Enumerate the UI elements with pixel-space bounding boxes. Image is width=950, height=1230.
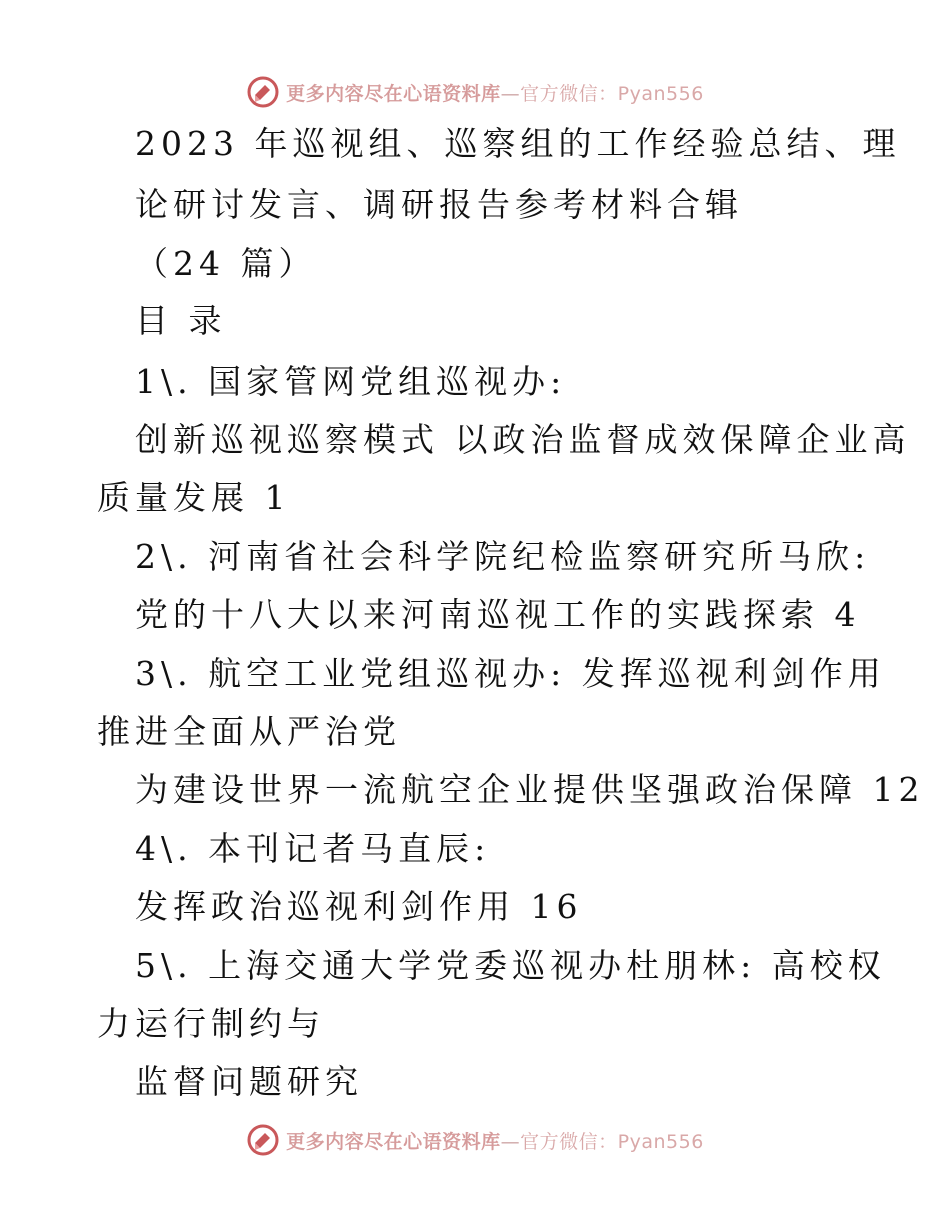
toc-item-3-author: 3\. 航空工业党组巡视办: 发挥巡视利剑作用 (135, 654, 886, 693)
doc-title-count: （24 篇） (135, 244, 317, 283)
toc-item-3-title-cont: 为建设世界一流航空企业提供坚强政治保障 12 (135, 770, 925, 809)
watermark-text: 更多内容尽在心语资料库—官方微信：Pyan556 (286, 82, 704, 105)
toc-item-1-title-cont: 质量发展 1 (97, 478, 291, 517)
toc-item-1-author: 1\. 国家管网党组巡视办: (135, 362, 567, 401)
watermark-text: 更多内容尽在心语资料库—官方微信：Pyan556 (286, 1130, 704, 1153)
toc-item-1-title: 创新巡视巡察模式 以政治监督成效保障企业高 (135, 420, 911, 459)
toc-item-2-author: 2\. 河南省社会科学院纪检监察研究所马欣: (135, 537, 871, 576)
doc-title-line-1: 2023 年巡视组、巡察组的工作经验总结、理 (135, 124, 901, 163)
toc-item-5-author: 5\. 上海交通大学党委巡视办杜朋林: 高校权 (135, 946, 886, 985)
toc-item-5-title: 监督问题研究 (135, 1062, 363, 1101)
toc-item-4-title: 发挥政治巡视利剑作用 16 (135, 887, 583, 926)
toc-item-2-title: 党的十八大以来河南巡视工作的实践探索 4 (135, 595, 861, 634)
toc-item-4-author: 4\. 本刊记者马直辰: (135, 829, 491, 868)
watermark-footer (0, 1118, 950, 1162)
watermark-header (0, 70, 950, 114)
watermark-logo-icon (246, 1123, 280, 1157)
watermark-logo-icon (246, 75, 280, 109)
doc-title-line-2: 论研讨发言、调研报告参考材料合辑 (135, 185, 743, 224)
toc-heading: 目 录 (135, 301, 227, 340)
toc-item-5-author-cont: 力运行制约与 (97, 1004, 325, 1043)
toc-item-3-title: 推进全面从严治党 (97, 712, 401, 751)
